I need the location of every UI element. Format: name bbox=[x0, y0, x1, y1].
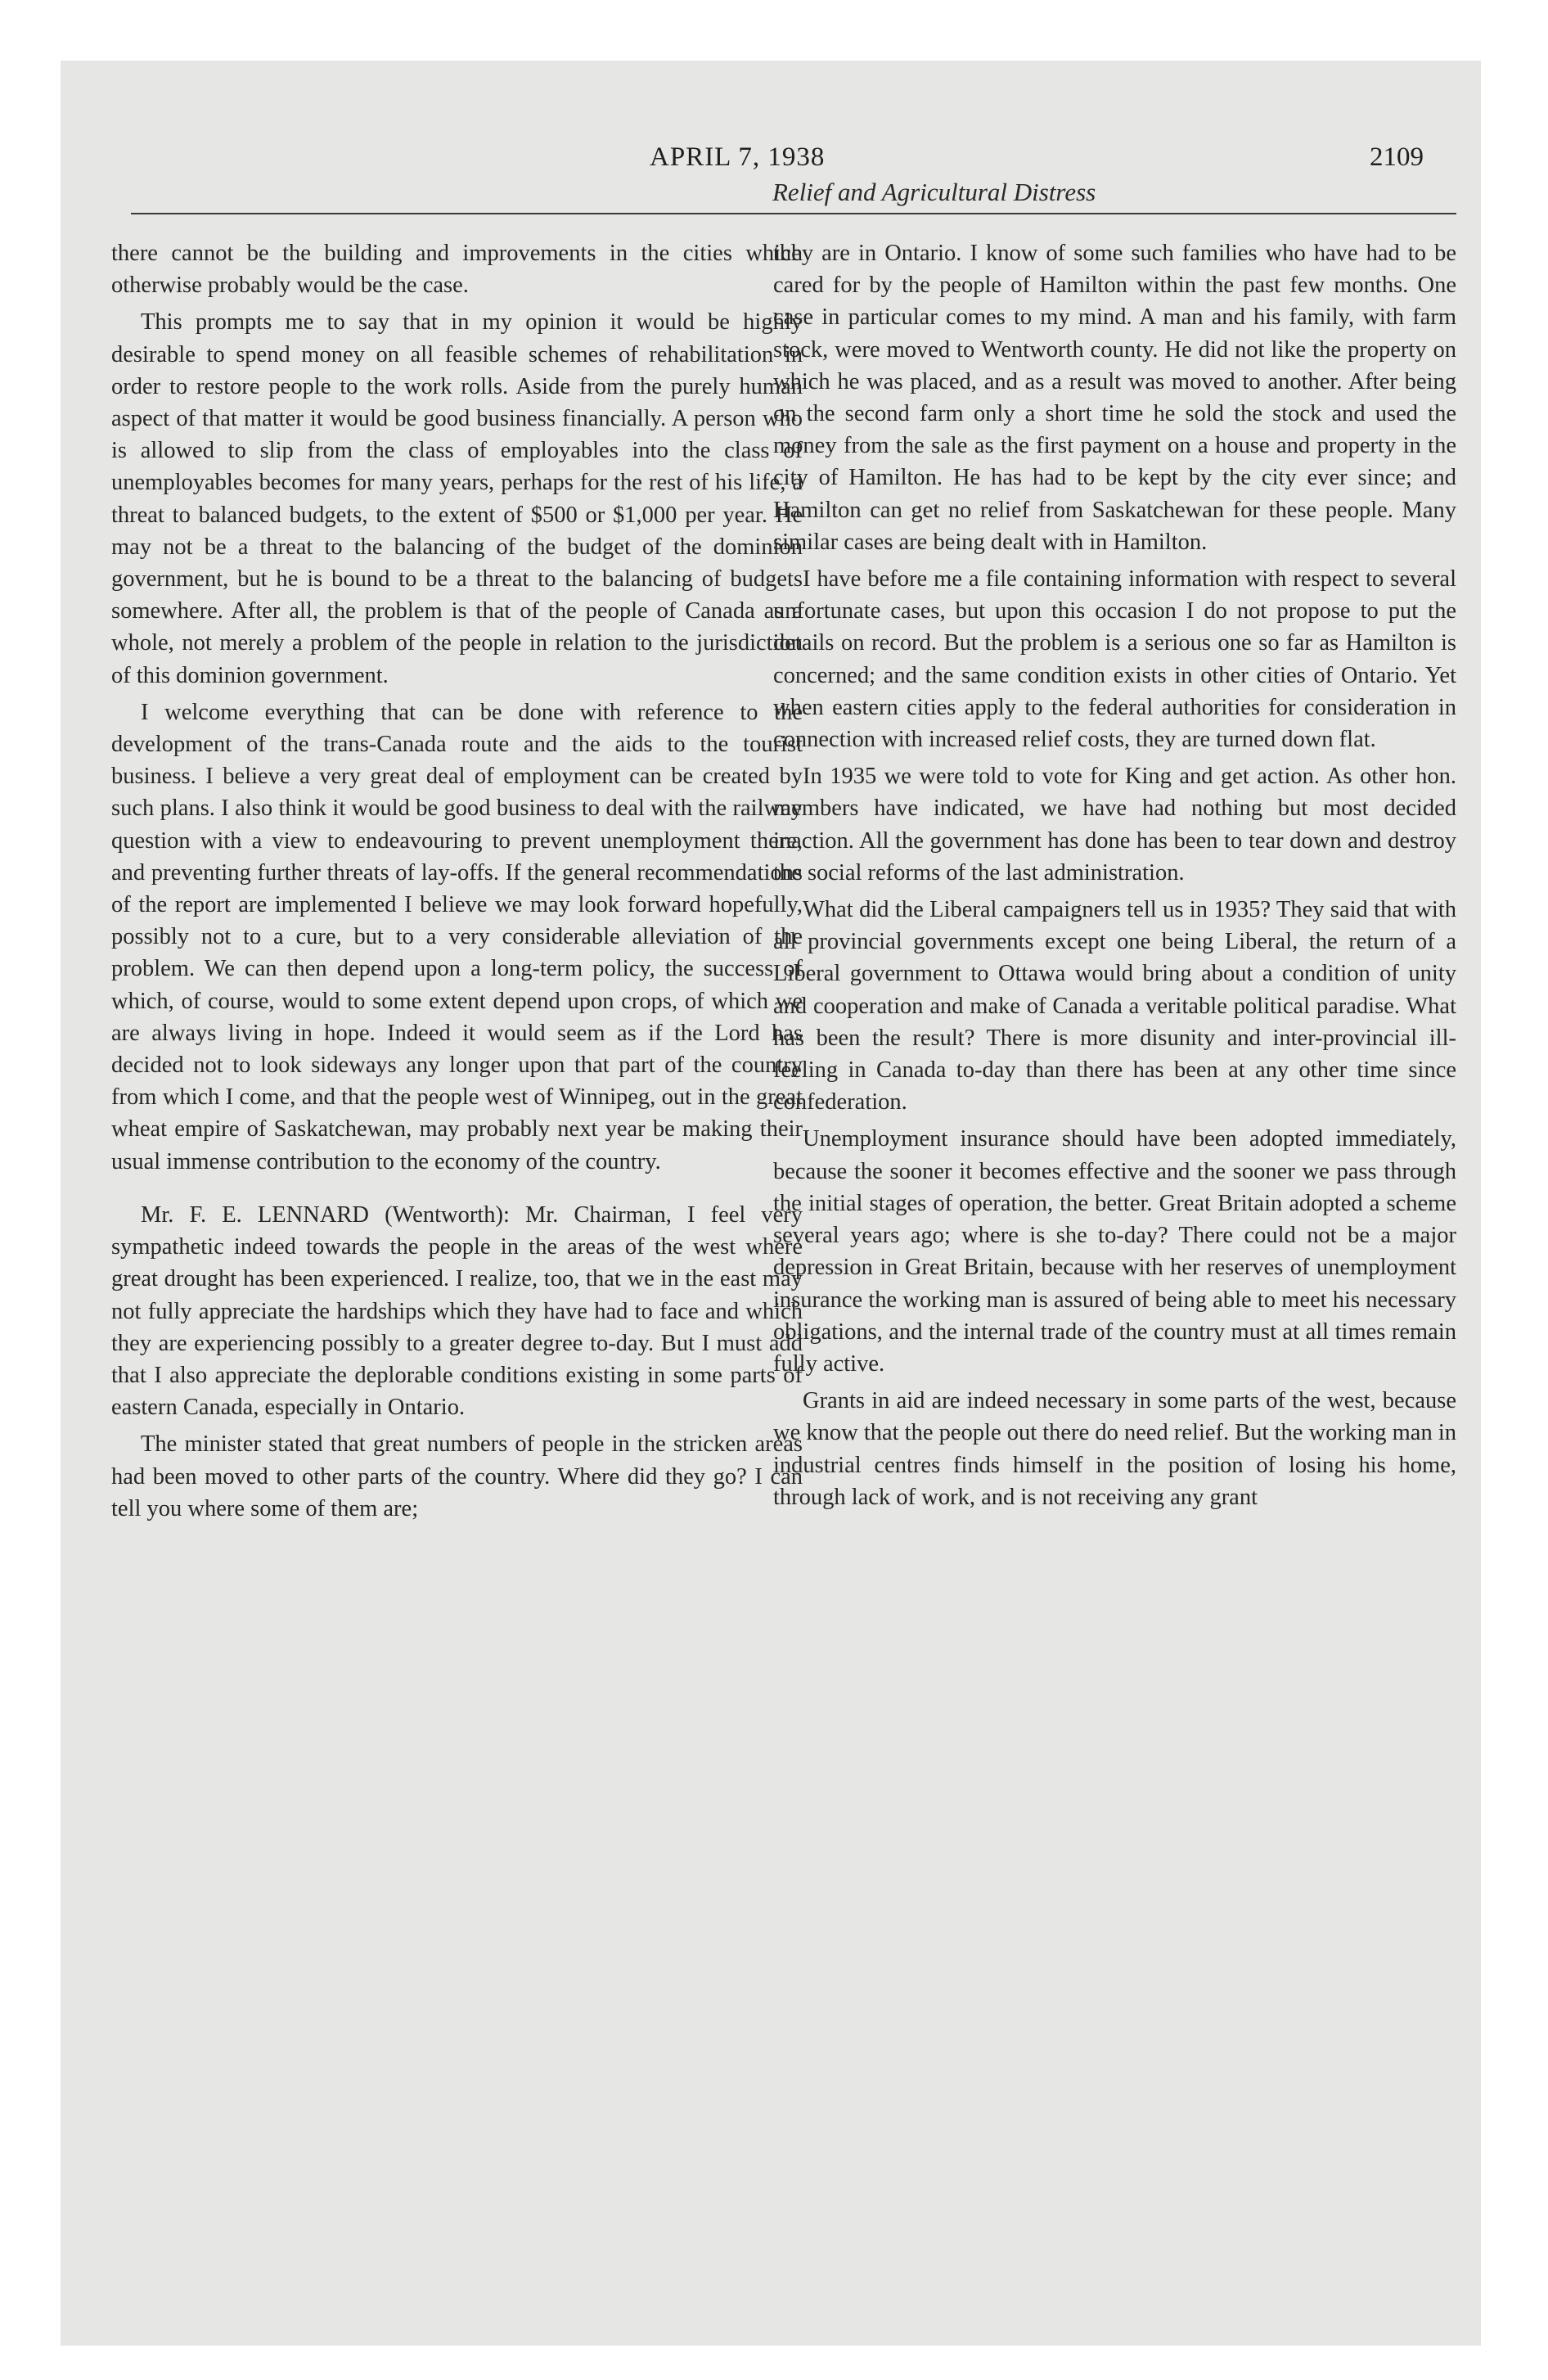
speaker-paragraph: Mr. F. E. LENNARD (Wentworth): Mr. Chairman, I feel very sympathetic indeed towards the people in the areas of the west where great drought has been experienced. I realize, too, that we in the east may not fully appreciate the hardships which they have had to face and which they are experiencing possibly to a greater degree to-day. But I must add that I also appreciate the deplorable conditions existing in some parts of eastern Canada, especially in Ontario. bbox=[111, 1201, 803, 1421]
page-header bbox=[61, 61, 1481, 224]
paragraph: they are in Ontario. I know of some such families who have had to be cared for by the people of Hamilton within the past few months. One case in particular comes to my mind. A man and his family, with farm stock, were moved to Wentworth county. He did not like the property on which he was placed, and as a result was moved to another. After being on the second farm only a short time he sold the stock and used the money from the sale as the first payment on a house and property in the city of Hamilton. He has had to be kept by the city ever since; and Hamilton can get no relief from Saskatchewan for these people. Many similar cases are being dealt with in Hamilton. bbox=[773, 241, 1456, 555]
left-column bbox=[111, 237, 803, 1530]
paragraph: The minister stated that great numbers of people in the stricken areas had been moved to other parts of the country. Where did they go? I can tell you where some of them are; bbox=[111, 1431, 803, 1521]
paragraph: I welcome everything that can be done with reference to the development of the trans-Canada route and the aids to the tourist business. I believe a very great deal of employment can be created by such plans. I also think it would be good business to deal with the railway question with a view to endeavouring to prevent unemployment there, and preventing further threats of lay-offs. If the general recommendations of the report are implemented I believe we may look forward hopefully, possibly not to a cure, but to a very considerable alleviation of the problem. We can then depend upon a long-term policy, the success of which, of course, would to some extent depend upon crops, of which we are always living in hope. Indeed it would seem as if the Lord has decided not to look sideways any longer upon that part of the country from which I come, and that the people west of Winnipeg, out in the great wheat empire of Saskatchewan, may probably next year be making their usual immense contribution to the economy of the country. bbox=[111, 699, 803, 1174]
paragraph: there cannot be the building and improvements in the cities which otherwise probably would be the case. bbox=[111, 241, 803, 299]
paragraph: This prompts me to say that in my opinion it would be highly desirable to spend money on all feasible schemes of rehabilitation in order to restore people to the work rolls. Aside from the purely human aspect of that matter it would be good business financially. A person who is allowed to slip from the class of employables into the class of unemployables becomes for many years, perhaps for the rest of his life, a threat to balanced budgets, to the extent of $500 or $1,000 per year. He may not be a threat to the balancing of the budget of the dominion government, but he is bound to be a threat to the balancing of budgets somewhere. After all, the problem is that of the people of Canada as a whole, not merely a problem of the people in relation to the jurisdiction of this dominion government. bbox=[111, 309, 803, 688]
paragraph: Unemployment insurance should have been adopted immediately, because the sooner it becomes effective and the sooner we pass through the initial stages of operation, the better. Great Britain adopted a scheme several years ago; where is she to-day? There could not be a major depression in Great Britain, because with her reserves of unemployment insurance the working man is assured of being able to meet his necessary obligations, and the internal trade of the country must at all times remain fully active. bbox=[773, 1126, 1456, 1377]
right-column bbox=[773, 237, 1456, 1518]
paragraph: Grants in aid are indeed necessary in some parts of the west, because we know that the people out there do need relief. But the working man in industrial centres finds himself in the position of losing his home, through lack of work, and is not receiving any grant bbox=[773, 1388, 1456, 1510]
header-subject: Relief and Agricultural Distress bbox=[772, 178, 1096, 206]
paragraph: I have before me a file containing information with respect to several unfortunate cases, but upon this occasion I do not propose to put the details on record. But the problem is a serious one so far as Hamilton is concerned; and the same condition exists in other cities of Ontario. Yet when eastern cities apply to the federal authorities for consideration in connection with increased relief costs, they are turned down flat. bbox=[773, 566, 1456, 753]
scanned-page bbox=[61, 61, 1481, 2346]
header-rule bbox=[131, 213, 1456, 214]
page-number: 2109 bbox=[1370, 142, 1424, 172]
header-date: APRIL 7, 1938 bbox=[650, 142, 826, 172]
paragraph: What did the Liberal campaigners tell us in 1935? They said that with all provincial governments except one being Liberal, the return of a Liberal government to Ottawa would bring about a condition of unity and cooperation and make of Canada a veritable political paradise. What has been the result? There is more disunity and inter-provincial ill-feeling in Canada to-day than there has been at any other time since confederation. bbox=[773, 897, 1456, 1116]
paragraph: In 1935 we were told to vote for King and get action. As other hon. members have indicated, we have had nothing but most decided inaction. All the government has done has been to tear down and destroy the social reforms of the last administration. bbox=[773, 764, 1456, 886]
